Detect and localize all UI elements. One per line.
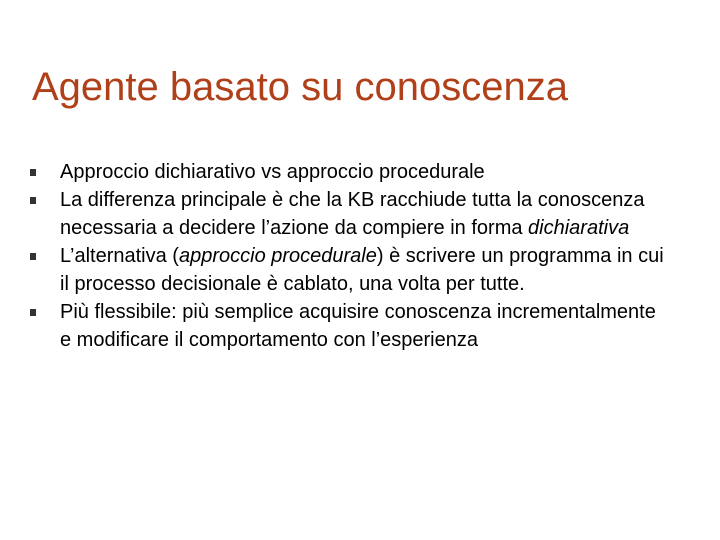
bullet-text: L’alternativa (approccio procedurale) è scrivere un programma in cui il processo decisionale è cablato, una volta per tutte. <box>60 245 664 295</box>
bullet-item <box>30 186 670 242</box>
bullet-item <box>30 158 670 186</box>
bullet-text: Approccio dichiarativo vs approccio procedurale <box>60 161 485 183</box>
bullet-item <box>30 242 670 298</box>
square-bullet-icon <box>30 253 36 260</box>
bullet-text: La differenza principale è che la KB racchiude tutta la conoscenza necessaria a decidere l’azione da compiere in forma dichiarativa <box>60 189 645 239</box>
slide-title: Agente basato su conoscenza <box>32 65 568 109</box>
bullet-item <box>30 298 670 354</box>
square-bullet-icon <box>30 309 36 316</box>
bullet-list <box>30 158 670 354</box>
square-bullet-icon <box>30 169 36 176</box>
square-bullet-icon <box>30 197 36 204</box>
bullet-text: Più flessibile: più semplice acquisire conoscenza incrementalmente e modificare il comportamento con l’esperienza <box>60 301 656 351</box>
emphasis-text: dichiarativa <box>528 217 630 239</box>
emphasis-text: approccio procedurale <box>178 245 377 267</box>
